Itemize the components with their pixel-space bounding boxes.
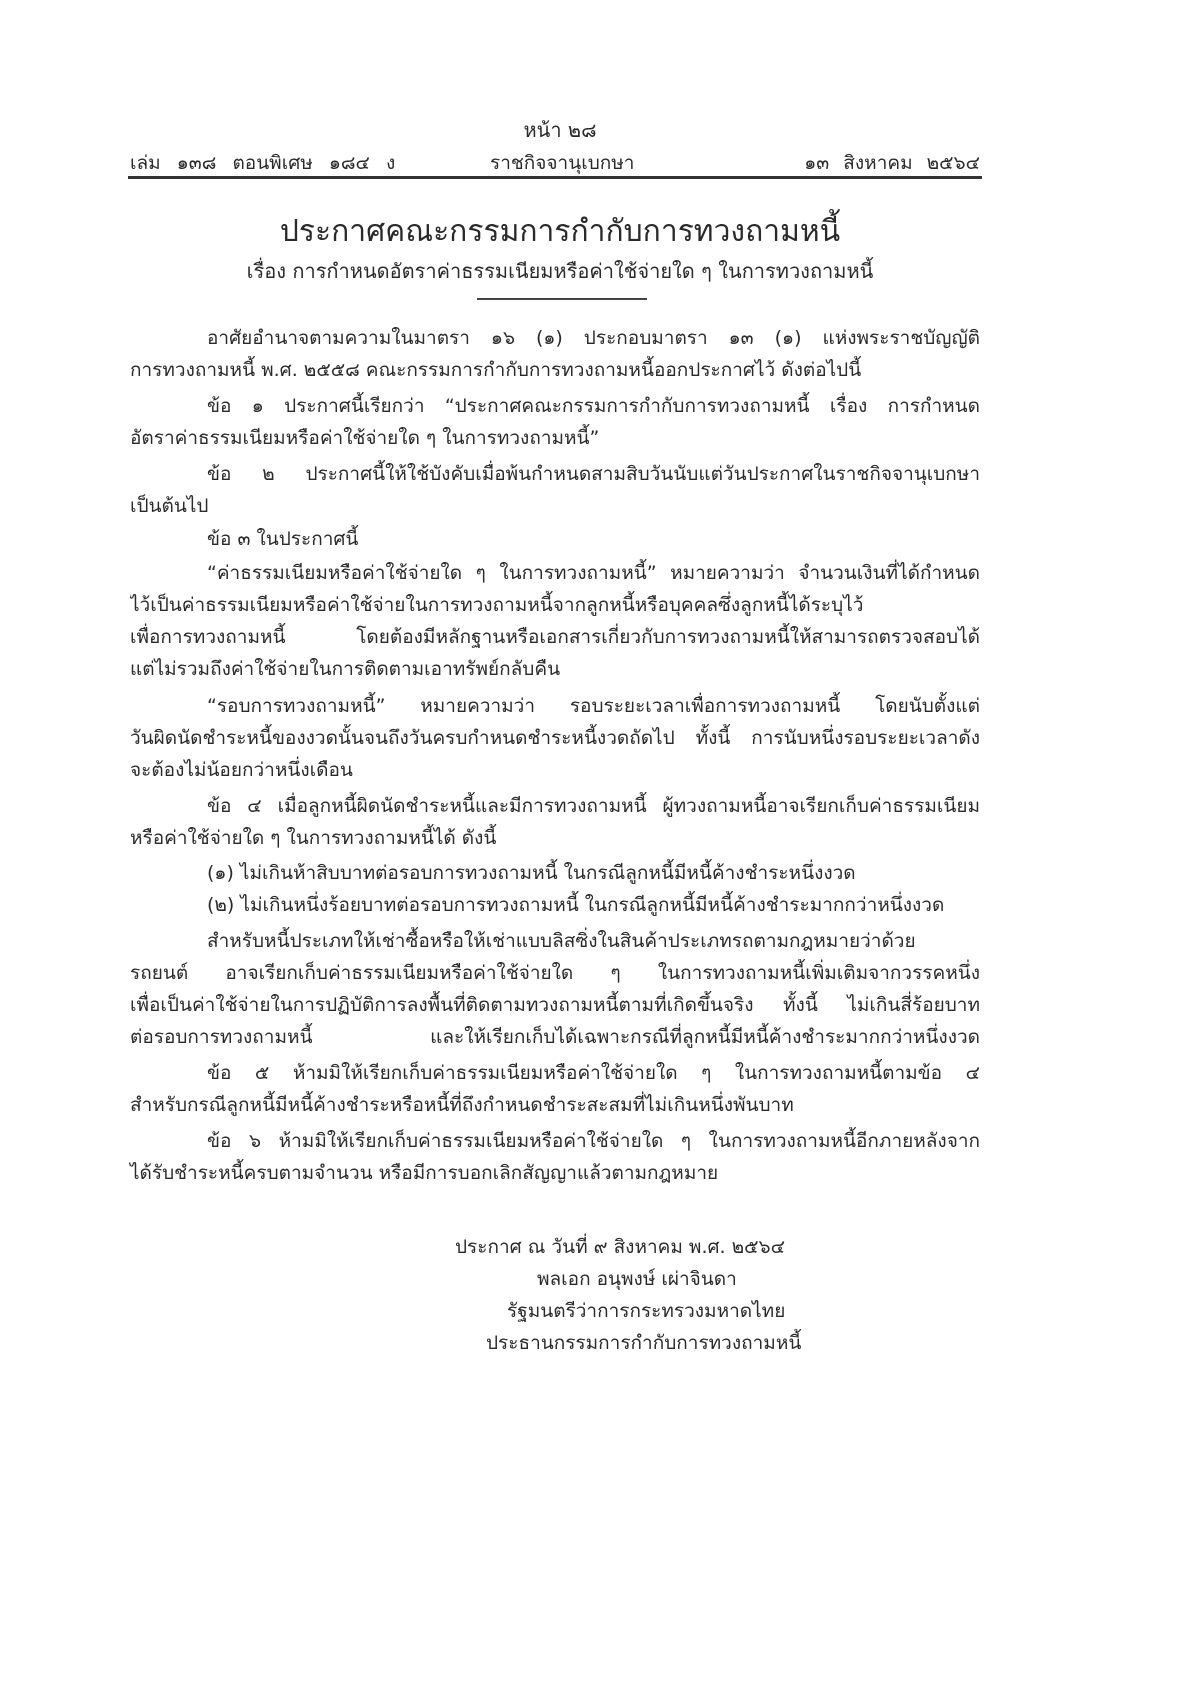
body-line: รถยนต์ อาจเรียกเก็บค่าธรรมเนียมหรือค่าใช้จ่ายใด ๆ ในการทวงถามหนี้เพิ่มเติมจากวรรคหนึ่ง	[130, 962, 980, 984]
signatory-committee-position: ประธานกรรมการกำกับการทวงถามหนี้	[486, 1332, 802, 1354]
gazette-name: ราชกิจจานุเบกษา	[490, 152, 635, 174]
signatory-position: รัฐมนตรีว่าการกระทรวงมหาดไทย	[507, 1300, 786, 1322]
header-divider	[128, 176, 982, 179]
signatory-name: พลเอก อนุพงษ์ เผ่าจินดา	[537, 1268, 737, 1290]
document-subtitle: เรื่อง การกำหนดอัตราค่าธรรมเนียมหรือค่าใช้จ่ายใด ๆ ในการทวงถามหนี้	[246, 259, 874, 283]
body-line: สำหรับกรณีลูกหนี้มีหนี้ค้างชำระหรือหนี้ที่ถึงกำหนดชำระสะสมที่ไม่เกินหนึ่งพันบาท	[130, 1094, 794, 1116]
body-line: ข้อ ๑ ประกาศนี้เรียกว่า “ประกาศคณะกรรมการกำกับการทวงถามหนี้ เรื่อง การกำหนด	[207, 395, 980, 417]
announcement-date: ประกาศ ณ วันที่ ๙ สิงหาคม พ.ศ. ๒๕๖๔	[455, 1236, 785, 1258]
body-line: การทวงถามหนี้ พ.ศ. ๒๕๕๘ คณะกรรมการกำกับการทวงถามหนี้ออกประกาศไว้ ดังต่อไปนี้	[130, 359, 862, 381]
body-line: ต่อรอบการทวงถามหนี้ และให้เรียกเก็บได้เฉพาะกรณีที่ลูกหนี้มีหนี้ค้างชำระมากกว่าหนึ่งงวด	[130, 1026, 980, 1048]
body-line: ได้รับชำระหนี้ครบตามจำนวน หรือมีการบอกเลิกสัญญาแล้วตามกฎหมาย	[130, 1162, 719, 1184]
body-line: “ค่าธรรมเนียมหรือค่าใช้จ่ายใด ๆ ในการทวงถามหนี้” หมายความว่า จำนวนเงินที่ได้กำหนด	[207, 562, 980, 584]
body-line: ข้อ ๖ ห้ามมิให้เรียกเก็บค่าธรรมเนียมหรือค่าใช้จ่ายใด ๆ ในการทวงถามหนี้อีกภายหลังจาก	[207, 1130, 980, 1152]
body-line: เป็นต้นไป	[130, 495, 209, 517]
body-line: “รอบการทวงถามหนี้” หมายความว่า รอบระยะเวลาเพื่อการทวงถามหนี้ โดยนับตั้งแต่	[207, 695, 980, 717]
body-line: เพื่อเป็นค่าใช้จ่ายในการปฏิบัติการลงพื้นที่ติดตามทวงถามหนี้ตามที่เกิดขึ้นจริง ทั้งนี้ ไม่เกินสี่ร้อยบาท	[130, 994, 980, 1016]
body-line: ข้อ ๔ เมื่อลูกหนี้ผิดนัดชำระหนี้และมีการทวงถามหนี้ ผู้ทวงถามหนี้อาจเรียกเก็บค่าธรรมเนียม	[207, 795, 980, 817]
body-line: ไว้เป็นค่าธรรมเนียมหรือค่าใช้จ่ายในการทวงถามหนี้จากลูกหนี้หรือบุคคลซึ่งลูกหนี้ได้ระบุไว้	[130, 594, 864, 616]
body-line: (๒) ไม่เกินหนึ่งร้อยบาทต่อรอบการทวงถามหนี้ ในกรณีลูกหนี้มีหนี้ค้างชำระมากกว่าหนึ่งงวด	[207, 894, 945, 916]
body-line: สำหรับหนี้ประเภทให้เช่าซื้อหรือให้เช่าแบบลิสซิ่งในสินค้าประเภทรถตามกฎหมายว่าด้วย	[207, 930, 916, 952]
body-line: อาศัยอำนาจตามความในมาตรา ๑๖ (๑) ประกอบมาตรา ๑๓ (๑) แห่งพระราชบัญญัติ	[207, 327, 980, 349]
body-line: ข้อ ๒ ประกาศนี้ให้ใช้บังคับเมื่อพ้นกำหนดสามสิบวันนับแต่วันประกาศในราชกิจจานุเบกษา	[207, 463, 980, 485]
body-line: วันผิดนัดชำระหนี้ของงวดนั้นจนถึงวันครบกำหนดชำระหนี้งวดถัดไป ทั้งนี้ การนับหนึ่งรอบระยะเวลาดัง	[130, 727, 980, 749]
body-line: หรือค่าใช้จ่ายใด ๆ ในการทวงถามหนี้ได้ ดังนี้	[130, 827, 497, 849]
title-divider	[477, 298, 647, 300]
body-line: ข้อ ๕ ห้ามมิให้เรียกเก็บค่าธรรมเนียมหรือค่าใช้จ่ายใด ๆ ในการทวงถามหนี้ตามข้อ ๔	[207, 1062, 980, 1084]
body-line: แต่ไม่รวมถึงค่าใช้จ่ายในการติดตามเอาทรัพย์กลับคืน	[130, 658, 561, 680]
page-number: หน้า ๒๘	[523, 118, 597, 142]
gazette-date: ๑๓ สิงหาคม ๒๕๖๔	[804, 152, 980, 174]
body-line: (๑) ไม่เกินห้าสิบบาทต่อรอบการทวงถามหนี้ ในกรณีลูกหนี้มีหนี้ค้างชำระหนึ่งงวด	[207, 862, 856, 884]
body-line: อัตราค่าธรรมเนียมหรือค่าใช้จ่ายใด ๆ ในการทวงถามหนี้”	[130, 427, 600, 449]
gazette-volume: เล่ม ๑๓๘ ตอนพิเศษ ๑๘๔ ง	[130, 152, 396, 174]
document-title: ประกาศคณะกรรมการกำกับการทวงถามหนี้	[279, 214, 841, 249]
body-line: ข้อ ๓ ในประกาศนี้	[207, 528, 359, 550]
body-line: เพื่อการทวงถามหนี้ โดยต้องมีหลักฐานหรือเอกสารเกี่ยวกับการทวงถามหนี้ให้สามารถตรวจสอบได้	[130, 626, 980, 648]
body-line: จะต้องไม่น้อยกว่าหนึ่งเดือน	[130, 759, 353, 781]
